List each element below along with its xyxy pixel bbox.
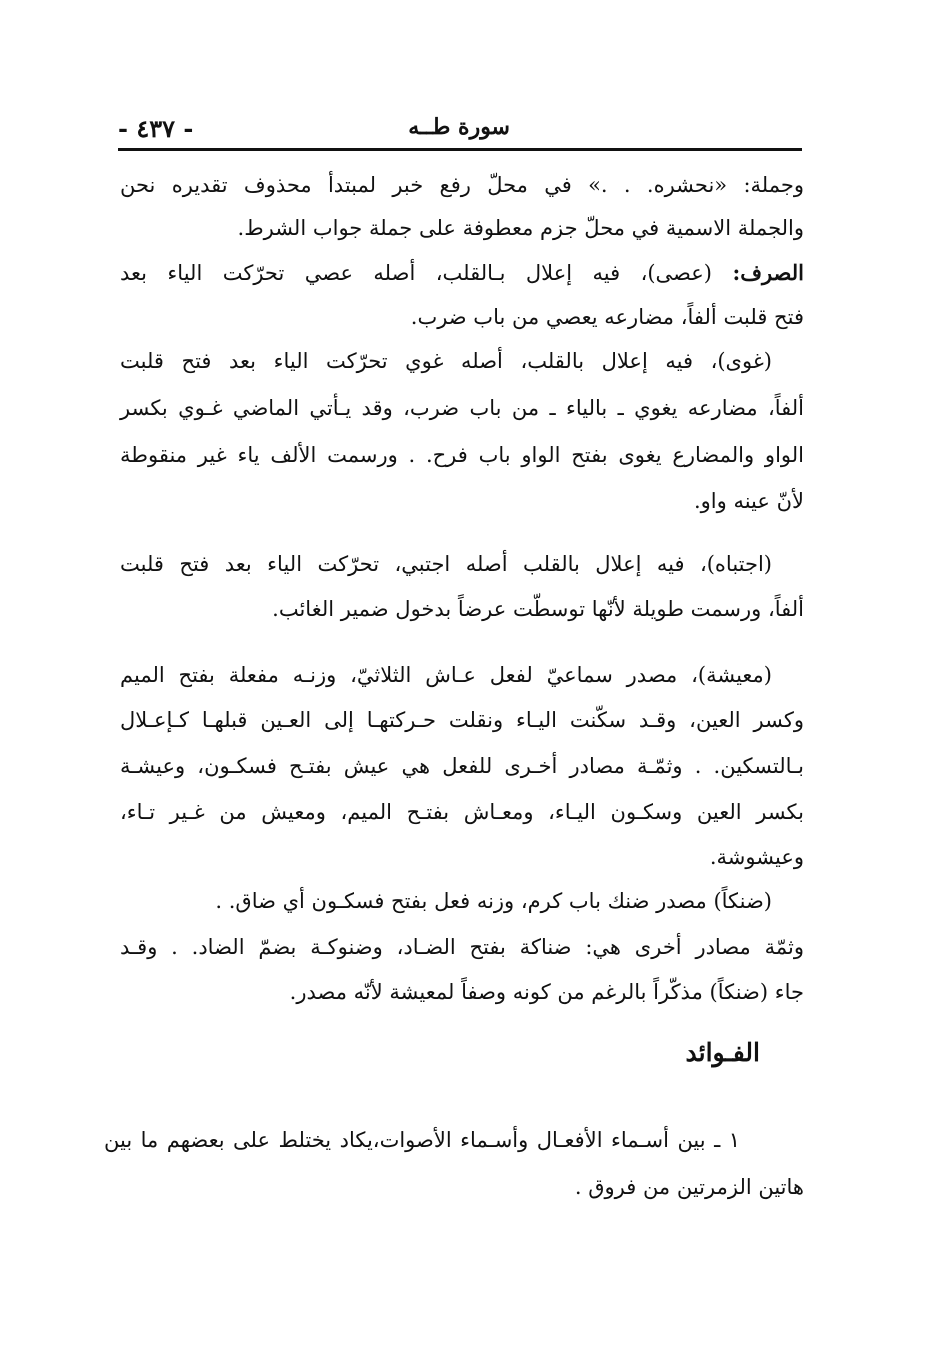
text-line: والجملة الاسمية في محلّ جزم معطوفة على جملة جواب الشرط.: [237, 216, 804, 240]
text-line: هاتين الزمرتين من فروق .: [574, 1175, 804, 1199]
page-header: [118, 106, 802, 146]
sarf-label: الصرف:: [732, 260, 804, 285]
text-line: وكسر العين، وقـد سكّنت اليـاء ونقلت حـركتهـا إلى العـين قبلهـا كـإعـلال: [120, 708, 804, 732]
text-line: الواو والمضارع يغوى بفتح الواو باب فرح. . ورسمت الألف ياء غير منقوطة: [120, 443, 804, 467]
text-line: وثمّة مصادر أخرى هي: ضناكة بفتح الضـاد، وضنوكـة بضمّ الضاد. . وقـد: [120, 935, 804, 959]
header-rule: [118, 148, 802, 151]
text-line: ألفاً، ورسمت طويلة لأنّها توسطّت عرضاً بدخول ضمير الغائب.: [272, 597, 804, 621]
text-line: فتح قلبت ألفاً، مضارعه يعصي من باب ضرب.: [410, 305, 804, 329]
surah-title: سورة طــه: [408, 114, 510, 140]
text-segment: (عصى)، فيه إعلال بـالقلب، أصله عصي تحرّكت الياء بعد: [120, 261, 712, 285]
text-line: [120, 258, 804, 288]
text-line: بكسر العين وسكـون اليـاء، ومعـاش بفتـح الميم، ومعيش من غـير تـاء،: [120, 800, 804, 824]
text-line: وجملة: «نحشره. . .» في محلّ رفع خبر لمبتدأ محذوف تقديره نحن: [120, 173, 804, 197]
section-heading-fawaid: الفـوائد: [685, 1038, 760, 1067]
text-line: بـالتسكين. . وثمّـة مصادر أخـرى للفعل هي عيش بفتـح فسكـون، وعيشـة: [120, 754, 804, 778]
text-line: لأنّ عينه واو.: [693, 489, 804, 513]
text-line: (غوى)، فيه إعلال بالقلب، أصله غوي تحرّكت الياء بعد فتح قلبت: [120, 349, 772, 373]
text-line: وعيشوشة.: [709, 845, 804, 869]
text-line: (معيشة)، مصدر سماعيّ لفعل عـاش الثلاثيّ، وزنـه مفعلة بفتح الميم: [120, 663, 772, 687]
text-line: ألفاً، مضارعه يغوي ـ بالياء ـ من باب ضرب، وقد يـأتي الماضي غـوي بكسر: [120, 396, 804, 420]
text-line: جاء (ضنكاً) مذكّراً بالرغم من كونه وصفاً لمعيشة لأنّه مصدر.: [289, 980, 804, 1004]
text-line: (ضنكاً) مصدر ضنك باب كرم، وزنه فعل بفتح فسكـون أي ضاق. .: [215, 889, 772, 913]
page-number: - ٤٣٧ -: [118, 114, 194, 143]
text-line: ١ ـ بين أسـماء الأفعـال وأسـماء الأصوات،يكاد يختلط على بعضهم ما بين: [104, 1128, 740, 1152]
text-line: (اجتباه)، فيه إعلال بالقلب أصله اجتبي، تحرّكت الياء بعد فتح قلبت: [120, 552, 772, 576]
